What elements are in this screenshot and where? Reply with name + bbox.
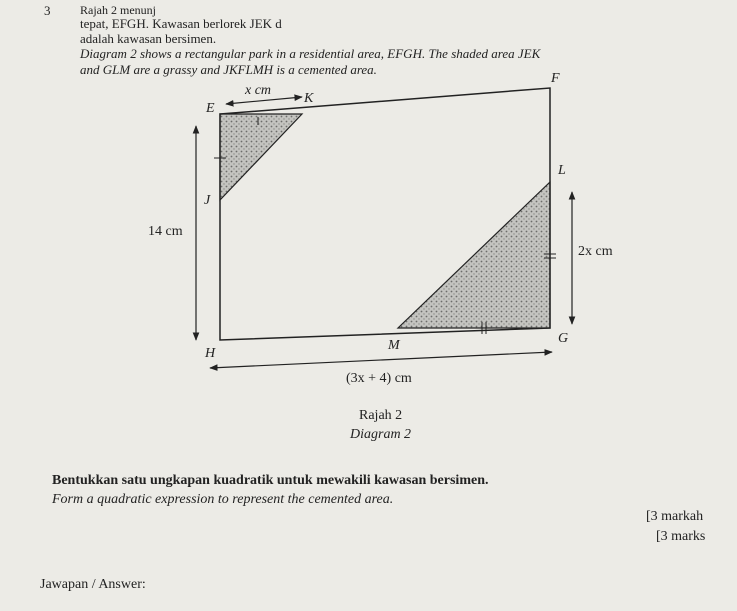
width-label: (3x + 4) cm [346, 371, 412, 386]
shaded-triangle-glm [398, 182, 550, 328]
question-stem-ms-2: tepat, EFGH. Kawasan berlorek JEK d [80, 16, 282, 31]
point-k-label: K [304, 91, 314, 106]
diagram-caption-ms: Rajah 2 [359, 408, 403, 423]
diagram-caption-en: Diagram 2 [350, 427, 412, 442]
height-label: 14 cm [148, 224, 183, 239]
question-number: 3 [44, 3, 51, 18]
point-j-label: J [204, 193, 211, 208]
gl-length-label: 2x cm [578, 244, 613, 259]
vertex-e-label: E [206, 101, 215, 116]
arrow-width [210, 352, 552, 368]
vertex-g-label: G [558, 331, 569, 346]
vertex-f-label: F [551, 71, 560, 86]
question-stem-en-2: and GLM are a grassy and JKFLMH is a cemented area. [80, 62, 377, 77]
answer-label: Jawapan / Answer: [40, 577, 146, 592]
question-stem-ms-3: adalah kawasan bersimen. [80, 31, 217, 46]
vertex-h-label: H [205, 346, 216, 361]
question-stem-ms-1: Rajah 2 menunj [80, 3, 156, 17]
marks-ms: [3 markah [646, 509, 704, 524]
question-stem-en-1: Diagram 2 shows a rectangular park in a residential area, EFGH. The shaded area JEK [80, 46, 541, 61]
ek-length-label: x cm [245, 83, 272, 98]
arrow-ek [226, 97, 302, 104]
task-en: Form a quadratic expression to represent the cemented area. [52, 492, 394, 507]
point-l-label: L [558, 163, 566, 178]
task-ms: Bentukkan satu ungkapan kuadratik untuk mewakili kawasan bersimen. [52, 473, 489, 488]
point-m-label: M [388, 338, 400, 353]
shaded-triangle-jek [220, 114, 302, 200]
marks-en: [3 marks [656, 529, 706, 544]
